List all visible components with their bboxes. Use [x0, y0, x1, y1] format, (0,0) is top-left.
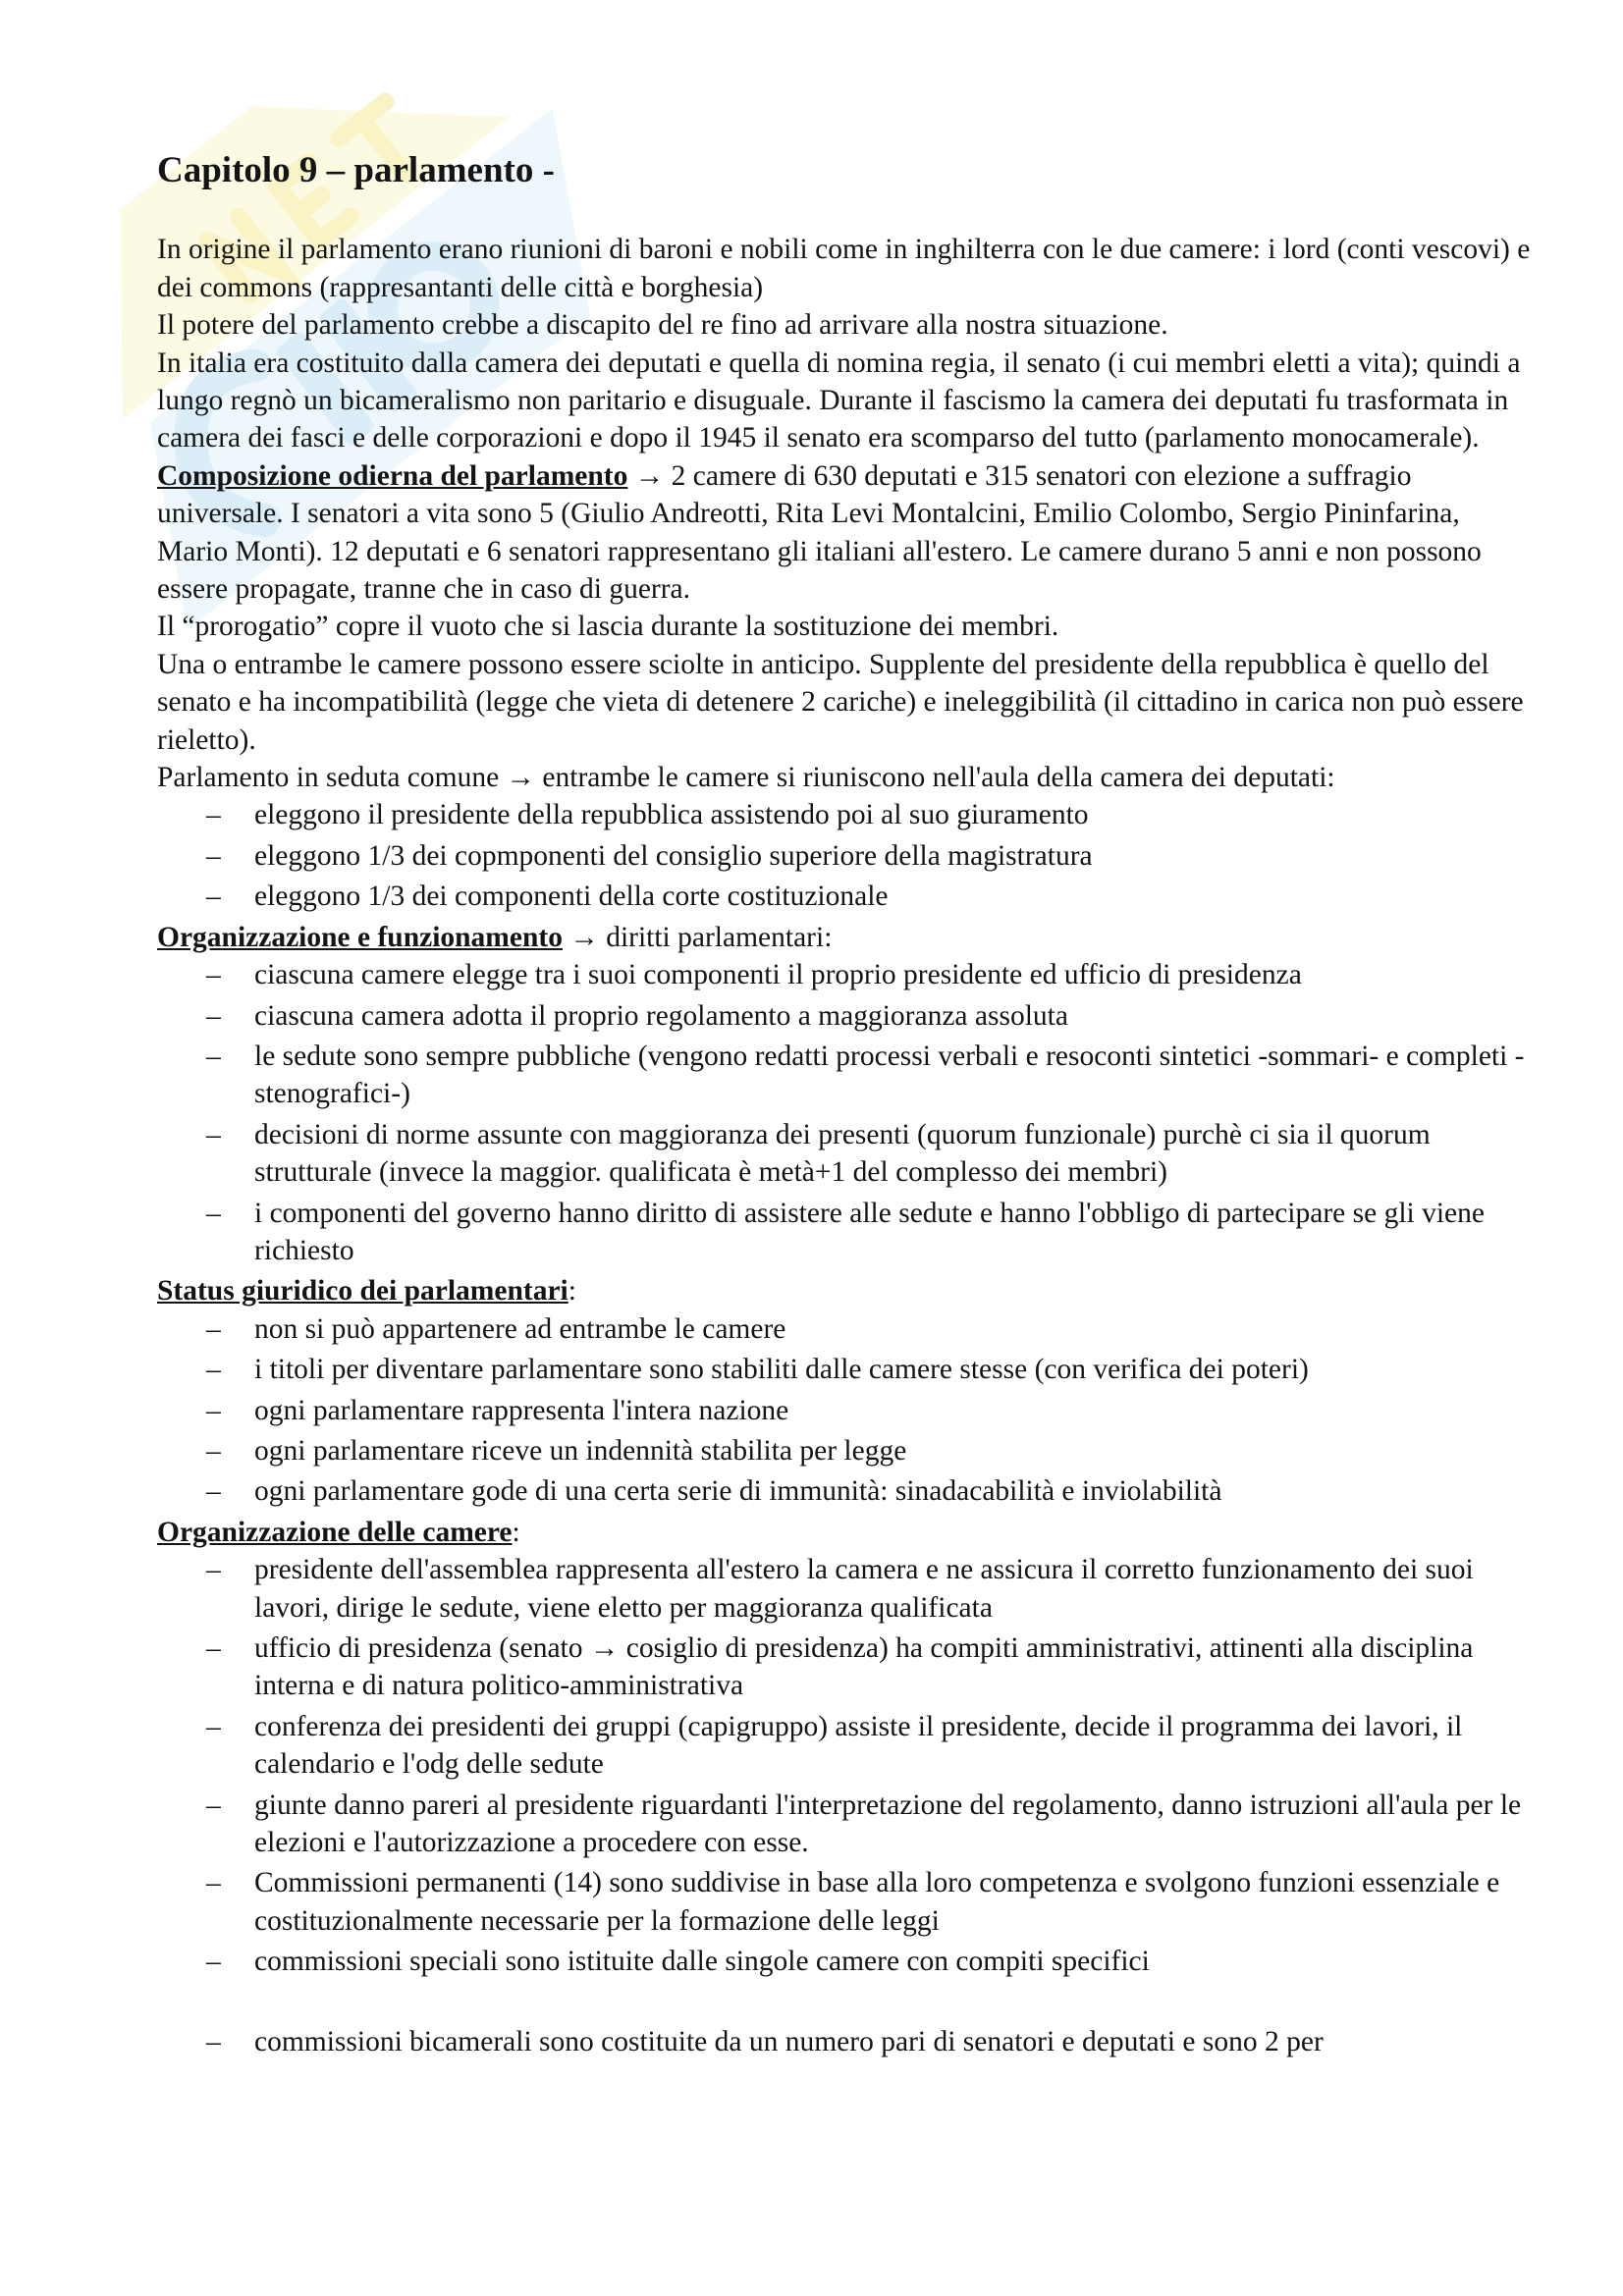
seduta-comune-paragraph: Parlamento in seduta comune → entrambe le camere si riuniscono nell'aula della camera dei deputati: [157, 762, 1335, 794]
dash-bullet: – [206, 959, 221, 991]
list-item: – i titoli per diventare parlamentare sono stabiliti dalle camere stesse (con verifica dei poteri) [157, 1351, 1532, 1388]
composizione-text: → 2 camere di 630 deputati e 315 senatori con elezione a suffragio universale. I senatori a vita sono 5 (Giulio Andreotti, Rita Levi Montalcini, Emilio Colombo, Sergio Pininfarina, Mario Monti). 12 deputati e 6 senatori rappresentano gli italiani all'estero. Le camere durano 5 anni e non possono essere propagate, tranne che in caso di guerra. [157, 459, 1482, 606]
organizzazione-heading: Organizzazione e funzionamento [157, 921, 563, 953]
dash-bullet: – [206, 999, 221, 1032]
status-heading: Status giuridico dei parlamentari [157, 1275, 568, 1308]
dash-bullet: – [206, 1197, 221, 1229]
dash-bullet: – [206, 1040, 221, 1072]
dash-bullet: – [206, 2025, 221, 2057]
list-item: – presidente dell'assemblea rappresenta all'estero la camera e ne assicura il corretto funzionamento dei suoi lavori, dirige le sedute, viene eletto per maggioranza qualificata [157, 1551, 1532, 1627]
dash-bullet: – [206, 799, 221, 831]
list-item: – ogni parlamentare rappresenta l'intera nazione [157, 1392, 1532, 1429]
dash-bullet: – [206, 1118, 221, 1150]
list-item: – giunte danno pareri al presidente riguardanti l'interpretazione del regolamento, danno istruzioni all'aula per le elezioni e l'autorizzazione a procedere con esse. [157, 1787, 1532, 1862]
camere-list-continued [157, 2023, 1532, 2060]
blank-line [157, 1984, 1532, 2023]
dash-bullet: – [206, 881, 221, 913]
status-paragraph [157, 1272, 1532, 1309]
composizione-paragraph [157, 457, 1532, 609]
list-item: – eleggono 1/3 dei componenti della corte costituzionale [157, 878, 1532, 915]
dash-bullet: – [206, 1946, 221, 1978]
dash-bullet: – [206, 1710, 221, 1742]
list-item: – Commissioni permanenti (14) sono suddivise in base alla loro competenza e svolgono funzioni essenziale e costituzionalmente necessarie per la formazione delle leggi [157, 1864, 1532, 1940]
dash-bullet: – [206, 1789, 221, 1821]
camere-text: : [512, 1516, 520, 1548]
camere-heading: Organizzazione delle camere [157, 1516, 513, 1548]
list-item: – eleggono 1/3 dei copmponenti del consiglio superiore della magistratura [157, 837, 1532, 875]
composizione-heading: Composizione odierna del parlamento [157, 459, 628, 492]
dash-bullet: – [206, 1434, 221, 1467]
dash-bullet: – [206, 839, 221, 872]
scioglimento-paragraph: Una o entrambe le camere possono essere sciolte in anticipo. Supplente del presidente della repubblica è quello del senato e ha incompatibilità (legge che vieta di detenere 2 cariche) e ineleggibilità (il cittadino in carica non può essere rieletto). [157, 648, 1524, 756]
dash-bullet: – [206, 1394, 221, 1426]
list-item: – commissioni bicamerali sono costituite da un numero pari di senatori e deputati e sono 2 per [157, 2023, 1532, 2060]
intro-paragraph-1: In origine il parlamento erano riunioni di baroni e nobili come in inghilterra con le due camere: i lord (conti vescovi) e dei commons (rappresantanti delle città e borghesia) [157, 234, 1531, 303]
organizzazione-list [157, 956, 1532, 1269]
list-item: – ogni parlamentare gode di una certa serie di immunità: sinadacabilità e inviolabilità [157, 1472, 1532, 1510]
camere-paragraph [157, 1514, 1532, 1551]
organizzazione-text: → diritti parlamentari: [562, 921, 833, 953]
dash-bullet: – [206, 1475, 221, 1508]
camere-list [157, 1551, 1532, 1980]
seduta-comune-list [157, 796, 1532, 915]
list-item: – ciascuna camere elegge tra i suoi componenti il proprio presidente ed ufficio di presidenza [157, 956, 1532, 993]
intro-paragraph-3: In italia era costituito dalla camera dei deputati e quella di nomina regia, il senato (i cui membri eletti a vita); quindi a lungo regnò un bicameralismo non paritario e disuguale. Durante il fascismo la camera dei deputati fu trasformata in camera dei fasci e delle corporazioni e dopo il 1945 il senato era scomparso del tutto (parlamento monocamerale). [157, 347, 1521, 454]
dash-bullet: – [206, 1632, 221, 1665]
status-text: : [568, 1275, 576, 1308]
list-item: – ufficio di presidenza (senato → cosiglio di presidenza) ha compiti amministrativi, attinenti alla disciplina interna e di natura politico-amministrativa [157, 1629, 1532, 1705]
intro-paragraph-2: Il potere del parlamento crebbe a discapito del re fino ad arrivare alla nostra situazione. [157, 309, 1168, 342]
list-item: – i componenti del governo hanno diritto di assistere alle sedute e hanno l'obbligo di partecipare se gli viene richiesto [157, 1195, 1532, 1270]
list-item: – ciascuna camera adotta il proprio regolamento a maggioranza assoluta [157, 997, 1532, 1035]
list-item: – ogni parlamentare riceve un indennità stabilita per legge [157, 1432, 1532, 1469]
status-list [157, 1310, 1532, 1511]
list-item: – le sedute sono sempre pubbliche (vengono redatti processi verbali e resoconti sintetici -sommari- e completi -stenografici-) [157, 1038, 1532, 1113]
prorogatio-paragraph: Il “prorogatio” copre il vuoto che si lascia durante la sostituzione dei membri. [157, 611, 1059, 643]
list-item: – decisioni di norme assunte con maggioranza dei presenti (quorum funzionale) purchè ci sia il quorum strutturale (invece la maggior. qualificata è metà+1 del complesso dei membri) [157, 1116, 1532, 1192]
dash-bullet: – [206, 1312, 221, 1345]
list-item: – non si può appartenere ad entrambe le camere [157, 1310, 1532, 1348]
document-page [157, 149, 1532, 2063]
list-item: – eleggono il presidente della repubblica assistendo poi al suo giuramento [157, 796, 1532, 833]
dash-bullet: – [206, 1554, 221, 1586]
page-title: Capitolo 9 – parlamento - [157, 150, 555, 190]
dash-bullet: – [206, 1867, 221, 1899]
dash-bullet: – [206, 1354, 221, 1386]
list-item: – conferenza dei presidenti dei gruppi (capigruppo) assiste il presidente, decide il programma dei lavori, il calendario e l'odg delle sedute [157, 1708, 1532, 1784]
list-item: – commissioni speciali sono istituite dalle singole camere con compiti specifici [157, 1943, 1532, 1980]
organizzazione-paragraph [157, 919, 1532, 956]
